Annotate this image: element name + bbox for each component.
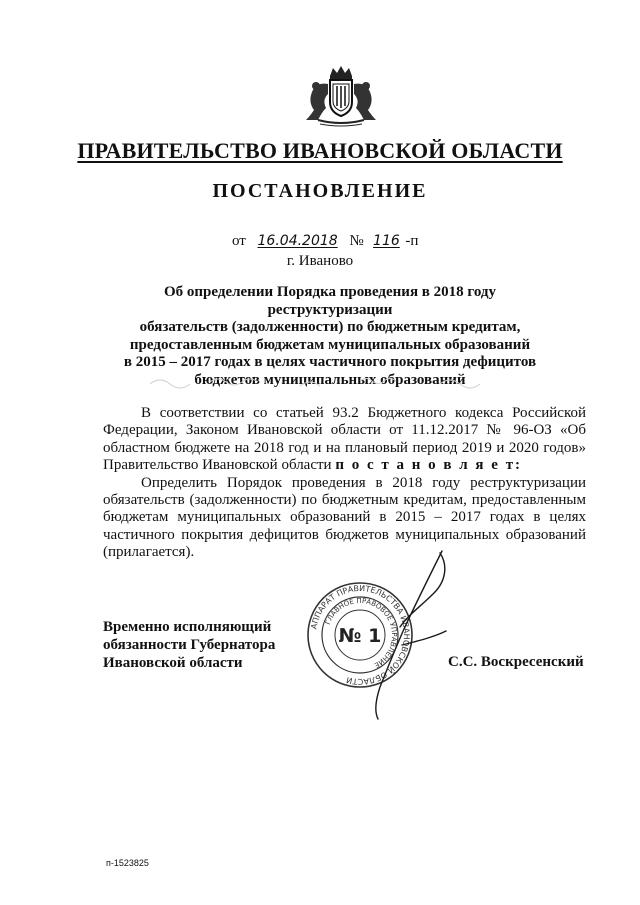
signatory-position [103, 618, 275, 672]
subject-line: Об определении Порядка проведения в 2018 году реструктуризации [164, 284, 496, 318]
stamp-center-text: № 1 [338, 625, 382, 647]
document-type: ПОСТАНОВЛЕНИЕ [212, 180, 428, 202]
stamp-inner-text: ГЛАВНОЕ ПРАВОВОЕ УПРАВЛЕНИЕ [323, 596, 399, 670]
number-suffix: -п [405, 233, 419, 249]
date-prefix: от [232, 233, 246, 249]
document-body [103, 405, 586, 562]
body-paragraph-text: В соответствии со статьей 93.2 Бюджетного кодекса Российской Федерации, Законом Ивановской области от 11.12.2017 № 96-ОЗ «Об областном бюджете на 2018 год и на плановый период 2019 и 2020 годов» Правительство Ивановской области [103, 405, 586, 474]
subject-line: обязательств (задолженности) по бюджетным кредитам, [139, 319, 521, 335]
ivanovo-coat-of-arms-icon [300, 64, 382, 128]
subject-line: в 2015 – 2017 годах в целях частичного покрытия дефицитов [123, 354, 537, 370]
city: г. Иваново [286, 253, 354, 269]
signatory-name: С.С. Воскресенский [448, 654, 584, 670]
number-prefix: № [349, 233, 364, 249]
body-paragraph: Определить Порядок проведения в 2018 году реструктуризации обязательств (задолженности) по бюджетным кредитам, предоставленным бюджетам муниципальных образований в 2015 – 2017 годах в целях частичного покрытия дефицитов бюджетов муниципальных образований (прилагается). [103, 474, 586, 561]
decree-word: п о с т а н о в л я е т: [335, 457, 523, 474]
handwritten-signature [330, 545, 480, 725]
document-number: 116 [373, 233, 400, 249]
subject-line: бюджетов муниципальных образований [194, 371, 466, 388]
position-line: Ивановской области [103, 655, 243, 671]
position-line: Временно исполняющий [103, 619, 272, 635]
document-date: 16.04.2018 [257, 233, 338, 249]
subject-line: предоставленным бюджетам муниципальных образований [129, 336, 531, 353]
footer-code: п-1523825 [106, 858, 149, 868]
date-number-line [232, 233, 418, 250]
government-title: ПРАВИТЕЛЬСТВО ИВАНОВСКОЙ ОБЛАСТИ [77, 138, 563, 163]
stamp-outer-text: АППАРАТ ПРАВИТЕЛЬСТВА ИВАНОВСКОЙ ОБЛАСТИ [309, 583, 412, 687]
position-line: обязанности Губернатора [103, 637, 276, 653]
body-paragraph [103, 405, 586, 475]
scan-artifact [150, 372, 490, 394]
